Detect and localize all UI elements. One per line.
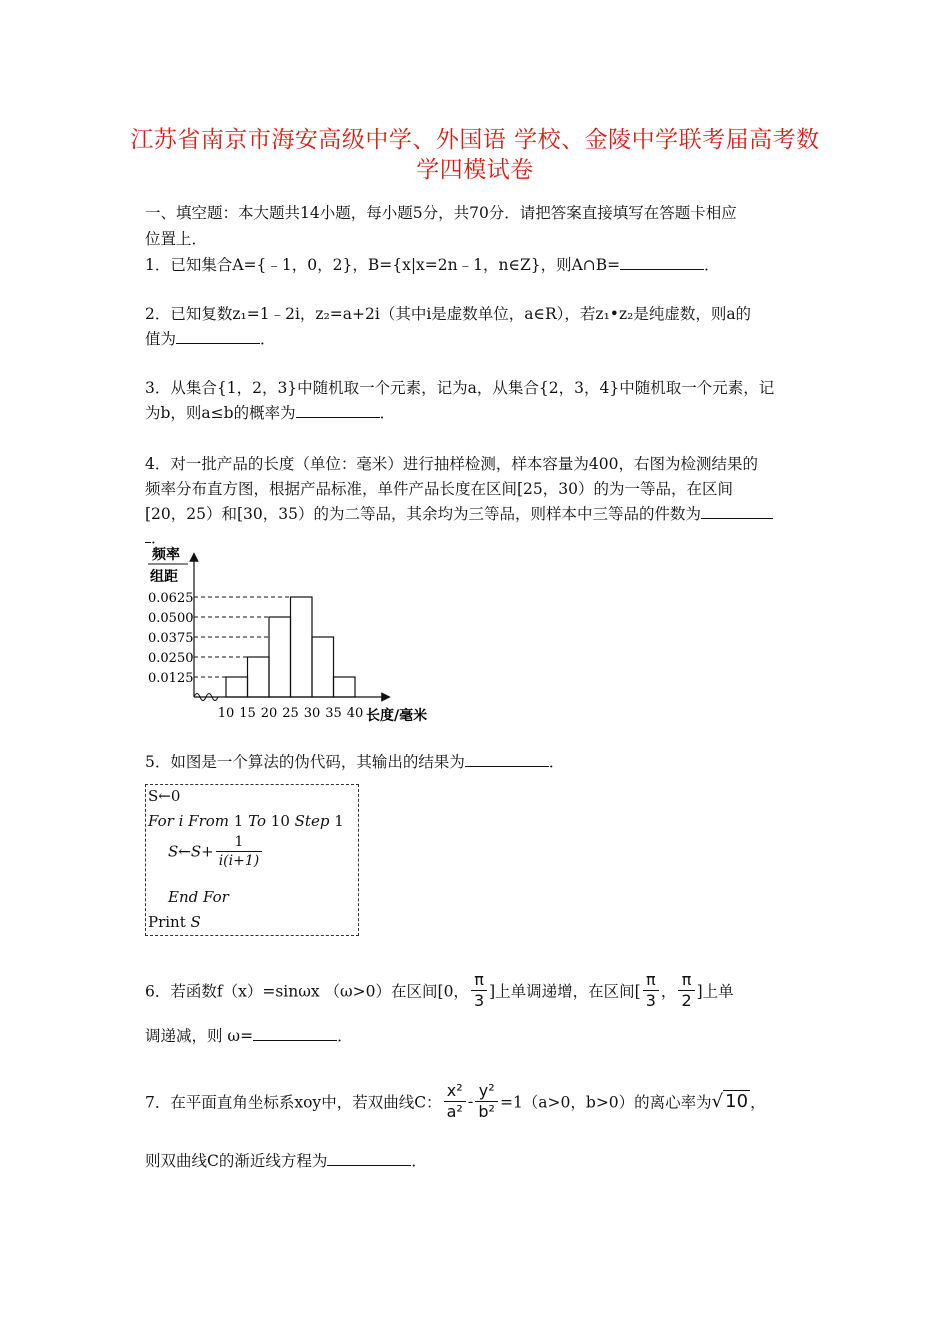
- code-fraction: [216, 835, 263, 868]
- question-4: [145, 452, 758, 474]
- question-3-text-line-2: 为b，则a≤b的概率为: [145, 404, 296, 422]
- code-print-variable: S: [190, 913, 201, 931]
- y-tick-label: 0.0500: [148, 611, 194, 626]
- question-1: [145, 253, 720, 275]
- comma: ，: [750, 1093, 766, 1112]
- question-5: [145, 750, 564, 772]
- question-6-text-b: ]上单调递增，在区间[: [489, 982, 641, 1001]
- fraction-numerator: π: [643, 972, 659, 991]
- period: ．: [379, 404, 396, 422]
- period: ．: [151, 529, 167, 547]
- x-tick-label: 30: [303, 706, 321, 721]
- code-fraction-denominator: i(i+1): [218, 853, 260, 869]
- frequency-histogram: [140, 545, 450, 730]
- code-step-keyword: Step: [294, 812, 330, 830]
- question-6-text-line-2: 调递减，则 ω=: [145, 1027, 254, 1045]
- code-to-value: 10: [270, 812, 290, 830]
- question-4-line-3: [145, 502, 773, 524]
- code-print-keyword: Print: [148, 913, 186, 931]
- question-7-text-a: 7．在平面直角坐标系xoy中，若双曲线C：: [145, 1093, 442, 1112]
- histogram-bar: [334, 677, 356, 697]
- answer-blank-5[interactable]: [465, 752, 549, 767]
- question-4-text-line-3: [20，25）和[30，35）的为二等品，其余均为三等品，则样本中三等品的件数为: [145, 505, 701, 523]
- answer-blank-2[interactable]: [176, 329, 260, 344]
- question-2-line-2: [145, 327, 276, 349]
- fraction-denominator: b²: [478, 1102, 495, 1121]
- fraction-pi-over-3: [471, 972, 487, 1009]
- answer-blank-7[interactable]: [327, 1151, 411, 1166]
- code-line-4: End For: [168, 888, 229, 906]
- question-4-line-2: [145, 477, 733, 499]
- paper-title-line-2: 学四模试卷: [416, 157, 534, 183]
- code-line-2: [148, 812, 344, 830]
- paper-title-line-1: 江苏省南京市海安高级中学、外国语 学校、金陵中学联考届高考数: [130, 127, 820, 153]
- section-intro: [145, 201, 737, 223]
- x-tick-label: 40: [346, 706, 364, 721]
- code-line-1: S←0: [148, 787, 181, 805]
- question-7-text-line-2: 则双曲线C的渐近线方程为: [145, 1152, 328, 1170]
- sqrt-icon: √: [711, 1091, 724, 1112]
- question-7-text-b: =1（a>0，b>0）的离心率为: [499, 1093, 712, 1112]
- section-intro-line-1: 一、填空题：本大题共14小题，每小题5分，共70分．请把答案直接填写在答题卡相应: [145, 204, 737, 222]
- question-2: [145, 302, 751, 324]
- question-7: [145, 1083, 766, 1120]
- answer-blank-6[interactable]: [253, 1026, 337, 1041]
- fraction-denominator: 3: [645, 991, 656, 1010]
- y-tick-label: 0.0250: [148, 651, 194, 666]
- period: ．: [337, 1027, 353, 1045]
- fraction-denominator: 2: [681, 991, 692, 1010]
- code-from-keyword: From: [188, 812, 230, 830]
- histogram-bar: [248, 657, 270, 697]
- fraction-numerator: π: [678, 972, 694, 991]
- histogram-x-tick-labels: [218, 706, 364, 721]
- fraction-x2-over-a2: [444, 1083, 466, 1120]
- question-6-text-c: ，: [660, 982, 677, 1001]
- period: ．: [704, 256, 720, 274]
- question-4-text-line-1: 4．对一批产品的长度（单位：毫米）进行抽样检测，样本容量为400，右图为检测结果的: [145, 455, 758, 473]
- answer-blank-1[interactable]: [620, 255, 704, 270]
- sqrt-10: [712, 1090, 750, 1112]
- y-axis-label-numerator: 频率: [152, 547, 180, 563]
- fraction-pi-over-2: [678, 972, 694, 1009]
- x-tick-label: 15: [239, 706, 256, 721]
- answer-blank-4[interactable]: [701, 504, 773, 519]
- y-tick-label: 0.0375: [148, 631, 194, 646]
- fraction-pi-over-3-b: [643, 972, 659, 1009]
- period: ．: [548, 753, 565, 771]
- question-1-text: 1．已知集合A={﹣1，0，2}，B={x|x=2n﹣1，n∈Z}，则A∩B=: [145, 256, 621, 274]
- x-tick-label: 35: [325, 706, 342, 721]
- fraction-numerator: y²: [475, 1083, 498, 1102]
- question-6-text-a: 6．若函数f（x）=sinωx （ω>0）在区间[0，: [145, 982, 469, 1001]
- question-5-text: 5．如图是一个算法的伪代码，其输出的结果为: [145, 753, 465, 771]
- period: ．: [260, 330, 276, 348]
- question-2-text-line-1: 2．已知复数z₁=1﹣2i，z₂=a+2i（其中i是虚数单位，a∈R），若z₁•z₂是纯虚数，则a的: [145, 305, 752, 323]
- question-4-text-line-2: 频率分布直方图，根据产品标准，单件产品长度在区间[25，30）的为一等品，在区间: [145, 480, 733, 498]
- fraction-numerator: x²: [444, 1083, 466, 1102]
- question-6-text-d: ]上单: [696, 982, 734, 1001]
- sqrt-radicand: 10: [725, 1091, 749, 1112]
- code-loop-variable: i: [178, 812, 184, 830]
- histogram-bars: [226, 597, 355, 697]
- question-6-line-2: [145, 1024, 353, 1046]
- histogram-gridlines: [194, 597, 291, 677]
- y-tick-label: 0.0625: [148, 591, 194, 606]
- question-3: [145, 376, 774, 398]
- section-intro-2: [145, 227, 207, 249]
- code-to-keyword: To: [248, 812, 266, 830]
- fraction-numerator: π: [471, 972, 487, 991]
- question-2-text-line-2: 值为: [145, 330, 177, 348]
- x-tick-label: 20: [260, 706, 278, 721]
- code-line-3: [168, 835, 264, 868]
- histogram-bar: [312, 637, 334, 697]
- code-line-5: [148, 913, 201, 931]
- histogram-y-tick-labels: [148, 591, 194, 686]
- question-7-line-2: [145, 1149, 427, 1171]
- question-6: [145, 972, 734, 1009]
- pseudocode-box: [145, 784, 359, 936]
- histogram-bar: [291, 597, 313, 697]
- fraction-denominator: a²: [446, 1102, 463, 1121]
- question-3-line-2: [145, 401, 395, 423]
- y-axis-label-denominator: 组距: [150, 569, 178, 585]
- code-fraction-numerator: 1: [216, 835, 263, 852]
- code-step-value: 1: [334, 812, 344, 830]
- fraction-y2-over-b2: [475, 1083, 498, 1120]
- x-axis-label: 长度/毫米: [366, 708, 428, 724]
- question-3-text-line-1: 3．从集合{1，2，3}中随机取一个元素，记为a，从集合{2，3，4}中随机取一个元素，记: [145, 379, 775, 397]
- minus-sign: -: [467, 1092, 474, 1111]
- code-assignment: S←S+: [168, 842, 214, 861]
- code-for-keyword: For: [148, 812, 174, 830]
- code-from-value: 1: [233, 812, 244, 830]
- histogram-bar: [269, 617, 291, 697]
- section-intro-line-2: 位置上．: [145, 230, 208, 248]
- y-tick-label: 0.0125: [148, 671, 194, 686]
- histogram-bar: [226, 677, 248, 697]
- period: ．: [411, 1152, 427, 1170]
- answer-blank-3[interactable]: [296, 403, 380, 418]
- x-tick-label: 10: [217, 706, 235, 721]
- x-tick-label: 25: [282, 706, 299, 721]
- fraction-denominator: 3: [473, 991, 485, 1010]
